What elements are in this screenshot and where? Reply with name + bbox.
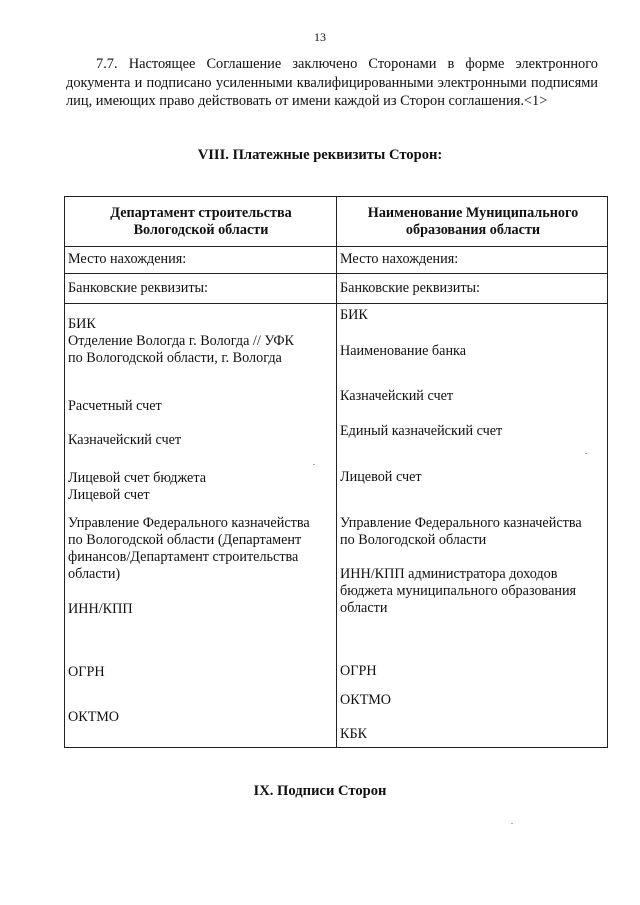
left-ufk-line-4: области): [68, 566, 121, 582]
left-bank-line-1: Отделение Вологда г. Вологда // УФК: [68, 333, 295, 349]
left-ogrn: ОГРН: [68, 664, 105, 680]
right-personal-account: Лицевой счет: [340, 469, 422, 485]
right-treasury-account: Казначейский счет: [340, 388, 454, 404]
right-oktmo: ОКТМО: [340, 692, 392, 708]
right-ufk-line-2: по Вологодской области: [340, 532, 487, 548]
left-bank-line-2: по Вологодской области, г. Вологда: [68, 350, 282, 366]
left-inn-kpp: ИНН/КПП: [68, 601, 133, 617]
right-bank-label: Банковские реквизиты:: [340, 280, 480, 296]
left-ufk-line-2: по Вологодской области (Департамент: [68, 532, 302, 548]
right-inn-line-3: области: [340, 600, 388, 616]
left-personal-account: Лицевой счет: [68, 487, 150, 503]
right-kbk: КБК: [340, 726, 368, 742]
right-inn-line-2: бюджета муниципального образования: [340, 583, 577, 599]
payment-details-table: [64, 196, 608, 748]
clause-7-7: 7.7. Настоящее Соглашение заключено Сторонами в форме электронного документа и подписано усиленными квалифицированными электронными подписями лиц, имеющих право действовать от имени каждой из Сторон соглашения.<1>: [66, 56, 598, 109]
section-viii-title: VIII. Платежные реквизиты Сторон:: [197, 147, 443, 163]
right-bik: БИК: [340, 307, 368, 323]
row-divider: [65, 273, 607, 274]
scan-speck: [511, 823, 513, 824]
right-inn-line-1: ИНН/КПП администратора доходов: [340, 566, 558, 582]
scan-speck: [313, 464, 315, 465]
right-location-label: Место нахождения:: [340, 251, 459, 267]
page-number: 13: [314, 30, 326, 44]
right-bank-name: Наименование банка: [340, 343, 467, 359]
left-ufk-line-1: Управление Федерального казначейства: [68, 515, 310, 531]
left-bik: БИК: [68, 316, 96, 332]
right-ogrn: ОГРН: [340, 663, 377, 679]
row-divider: [65, 303, 607, 304]
left-treasury-account: Казначейский счет: [68, 432, 182, 448]
left-ufk-line-3: финансов/Департамент строительства: [68, 549, 299, 565]
left-location-label: Место нахождения:: [68, 251, 187, 267]
left-settlement-account: Расчетный счет: [68, 398, 162, 414]
right-single-treasury-account: Единый казначейский счет: [340, 423, 503, 439]
left-oktmo: ОКТМО: [68, 709, 120, 725]
left-budget-account: Лицевой счет бюджета: [68, 470, 207, 486]
scan-speck: [585, 453, 587, 454]
section-ix-title: IX. Подписи Сторон: [253, 783, 387, 799]
left-bank-label: Банковские реквизиты:: [68, 280, 208, 296]
row-divider: [65, 246, 607, 247]
column-divider: [336, 197, 337, 747]
left-column-header: Департамент строительства Вологодской области: [110, 205, 292, 238]
right-ufk-line-1: Управление Федерального казначейства: [340, 515, 582, 531]
right-column-header: Наименование Муниципального образования области: [367, 205, 579, 238]
